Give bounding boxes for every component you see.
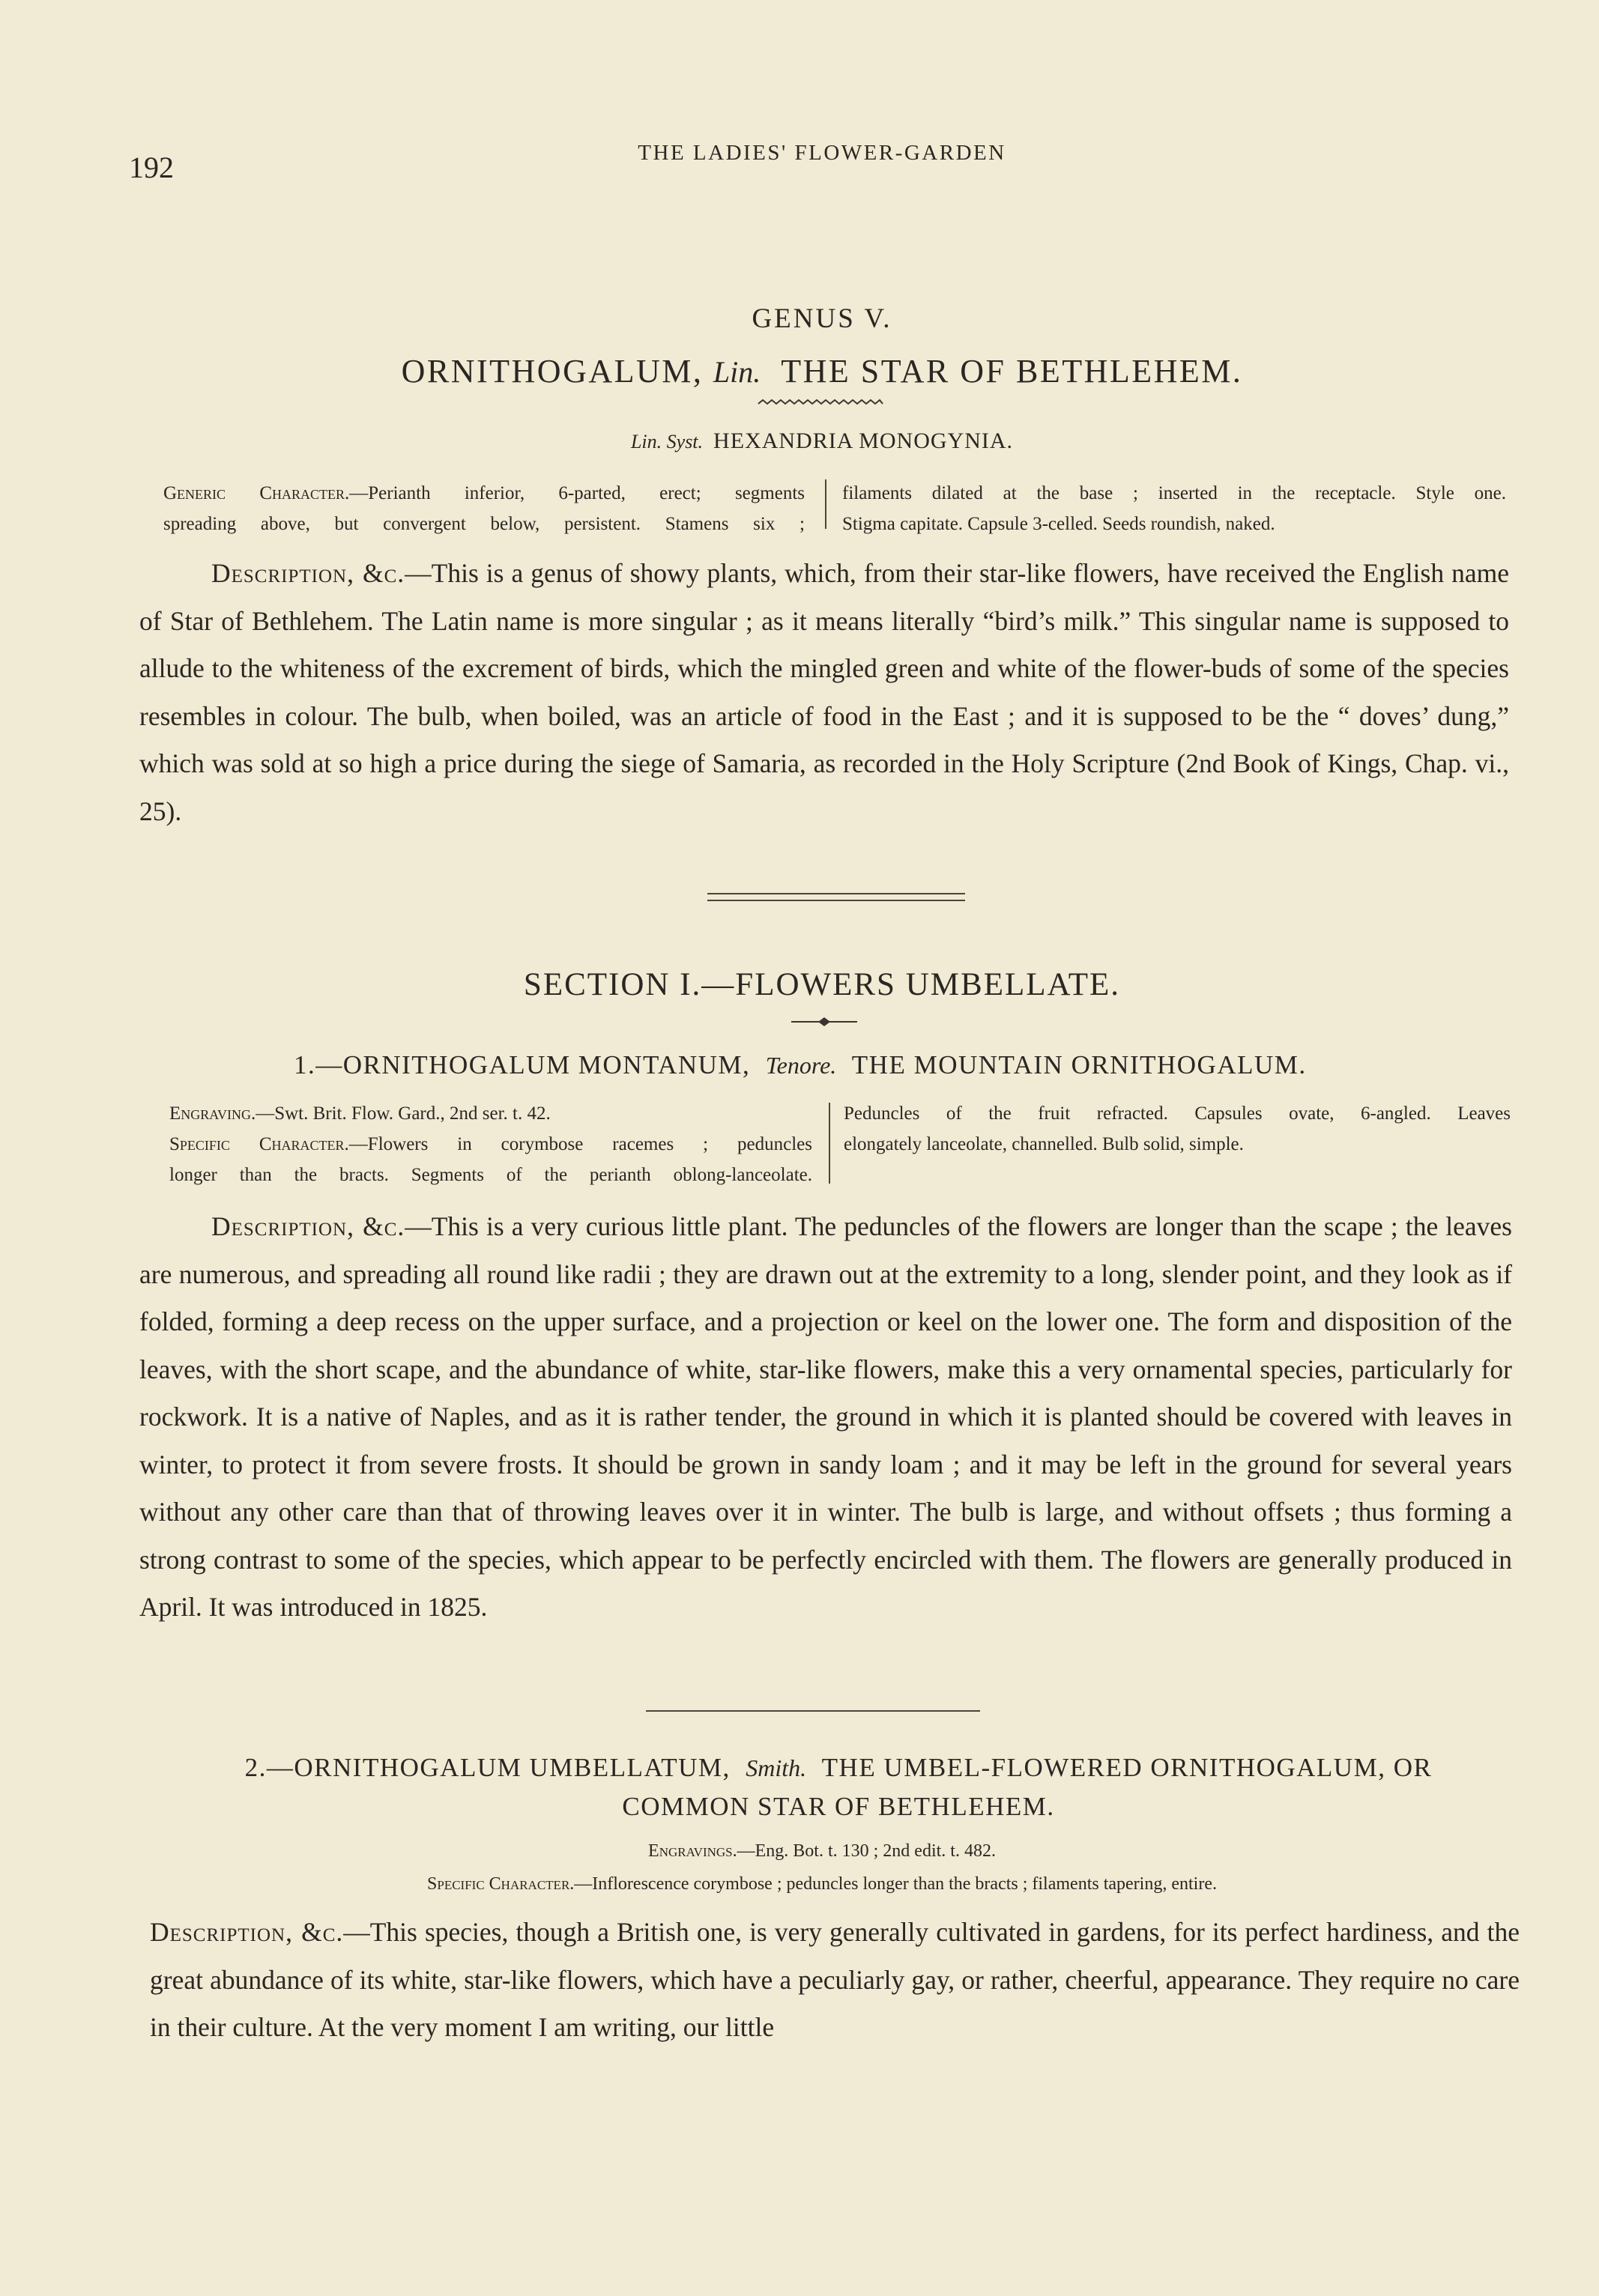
description-text: —This is a genus of showy plants, which, from their star-like flowers, have received the English name of Star of Bethlehem. The Latin name is more singular ; as it means literally “bird’s milk.” This singular name is supposed to allude to the whiteness of the excrement of birds, which the mingled green and white of the flower-buds of some of the species resembles in colour. The bulb, when boiled, was an article of food in the East ; and it is supposed to be the “ doves’ dung,” which was sold at so high a price during the siege of Samaria, as recorded in the Holy Scripture (2nd Book of Kings, Chap. vi., 25). bbox=[139, 558, 1509, 826]
page-number: 192 bbox=[129, 151, 174, 184]
species-2-heading bbox=[153, 1748, 1524, 1826]
text-line: Stigma capitate. Capsule 3-celled. Seeds roundish, naked. bbox=[842, 514, 1275, 534]
specific-character-text: —Inflorescence corymbose ; peduncles longer than the bracts ; filaments tapering, entire. bbox=[574, 1874, 1217, 1894]
species-1-character-left bbox=[169, 1098, 812, 1190]
system-label: Lin. Syst. bbox=[630, 431, 704, 452]
column-divider bbox=[829, 1103, 830, 1184]
generic-character-left bbox=[163, 478, 805, 539]
genus-label: GENUS V. bbox=[752, 303, 892, 334]
wavy-rule-ornament bbox=[757, 399, 884, 409]
description-text: —This is a very curious little plant. The peduncles of the flowers are longer than the scape ; the leaves are numerous, and spreading all round like radii ; they are drawn out at the extremity to a long, slender point, and they look as if folded, forming a deep recess on the upper surface, and a projection or keel on the lower one. The form and disposition of the leaves, with the short scape, and the abundance of white, star-like flowers, make this a very ornamental species, particularly for rockwork. It is a native of Naples, and as it is rather tender, the ground in which it is planted should be covered with leaves in winter, to protect it from severe frosts. It should be grown in sandy loam ; and it may be left in the ground for several years without any other care than that of throwing leaves over it in winter. The bulb is large, and without offsets ; thus forming a strong contrast to some of the species, which appear to be perfectly encircled with them. The flowers are generally produced in April. It was introduced in 1825. bbox=[139, 1211, 1513, 1622]
text-line: elongately lanceolate, channelled. Bulb solid, simple. bbox=[844, 1134, 1244, 1154]
species-2-specific-character bbox=[0, 1874, 1599, 1894]
species-2-engravings bbox=[0, 1841, 1599, 1862]
genus-authority: Lin. bbox=[713, 355, 761, 389]
heading-line-1 bbox=[153, 1748, 1524, 1787]
genus-name: ORNITHOGALUM, bbox=[401, 353, 704, 390]
species-common-name: THE MOUNTAIN ORNITHOGALUM. bbox=[851, 1050, 1307, 1079]
running-title: THE LADIES' FLOWER-GARDEN bbox=[638, 141, 1006, 165]
text-line: longer than the bracts. Segments of the perianth oblong-lanceolate. bbox=[169, 1165, 812, 1185]
section-title: SECTION I.—FLOWERS UMBELLATE. bbox=[523, 967, 1121, 1002]
rule-line bbox=[707, 900, 965, 901]
engravings-label: Engravings. bbox=[648, 1841, 737, 1861]
species-common-name: THE UMBEL-FLOWERED ORNITHOGALUM, OR bbox=[821, 1753, 1433, 1782]
species-name: ORNITHOGALUM UMBELLATUM, bbox=[294, 1753, 731, 1782]
rule-line bbox=[707, 893, 965, 894]
species-authority: Tenore. bbox=[765, 1052, 837, 1079]
column-divider bbox=[825, 479, 826, 529]
double-rule bbox=[707, 893, 965, 906]
text-line: spreading above, but convergent below, persistent. Stamens six ; bbox=[163, 514, 805, 534]
engraving-label: Engraving. bbox=[169, 1103, 256, 1124]
species-number: 1.— bbox=[294, 1050, 343, 1079]
description-text: —This species, though a British one, is very generally cultivated in gardens, for its perfect hardiness, and the great abundance of its white, star-like flowers, which have a peculiarly gay, or rather, cheerful, appearance. They require no care in their culture. At the very moment I am writing, our little bbox=[150, 1917, 1520, 2042]
linnaean-system bbox=[0, 428, 1599, 454]
heading-line-2: COMMON STAR OF BETHLEHEM. bbox=[622, 1792, 1055, 1821]
single-rule bbox=[646, 1710, 980, 1712]
species-name: ORNITHOGALUM MONTANUM, bbox=[342, 1050, 751, 1079]
species-authority: Smith. bbox=[746, 1754, 807, 1781]
text-line: —Flowers in corymbose racemes ; peduncles bbox=[348, 1134, 812, 1154]
system-value: HEXANDRIA MONOGYNIA. bbox=[713, 428, 1014, 453]
specific-character-label: Specific Character. bbox=[169, 1134, 349, 1154]
description-label: Description, &c. bbox=[211, 1211, 405, 1241]
generic-character-label: Generic Character. bbox=[163, 483, 350, 503]
engraving-text: —Swt. Brit. Flow. Gard., 2nd ser. t. 42. bbox=[256, 1103, 551, 1124]
specific-character-label: Specific Character. bbox=[427, 1874, 575, 1894]
text-line: filaments dilated at the base ; inserted in the receptacle. Style one. bbox=[842, 483, 1506, 503]
species-number: 2.— bbox=[244, 1753, 294, 1782]
species-1-description bbox=[139, 1203, 1512, 1632]
description-label: Description, &c. bbox=[211, 558, 405, 588]
genus-description bbox=[139, 550, 1509, 835]
genus-title bbox=[0, 352, 1599, 390]
species-2-description bbox=[150, 1909, 1520, 2052]
diamond-rule-ornament bbox=[787, 1016, 862, 1028]
engravings-text: —Eng. Bot. t. 130 ; 2nd edit. t. 482. bbox=[737, 1841, 996, 1861]
species-1-heading bbox=[294, 1050, 1307, 1080]
description-label: Description, &c. bbox=[150, 1917, 344, 1947]
text-line: —Perianth inferior, 6-parted, erect; segments bbox=[349, 483, 805, 503]
genus-common-name: THE STAR OF BETHLEHEM. bbox=[781, 353, 1243, 390]
species-1-character-right bbox=[844, 1098, 1511, 1160]
generic-character-right bbox=[842, 478, 1506, 539]
text-line: Peduncles of the fruit refracted. Capsules ovate, 6-angled. Leaves bbox=[844, 1103, 1511, 1124]
